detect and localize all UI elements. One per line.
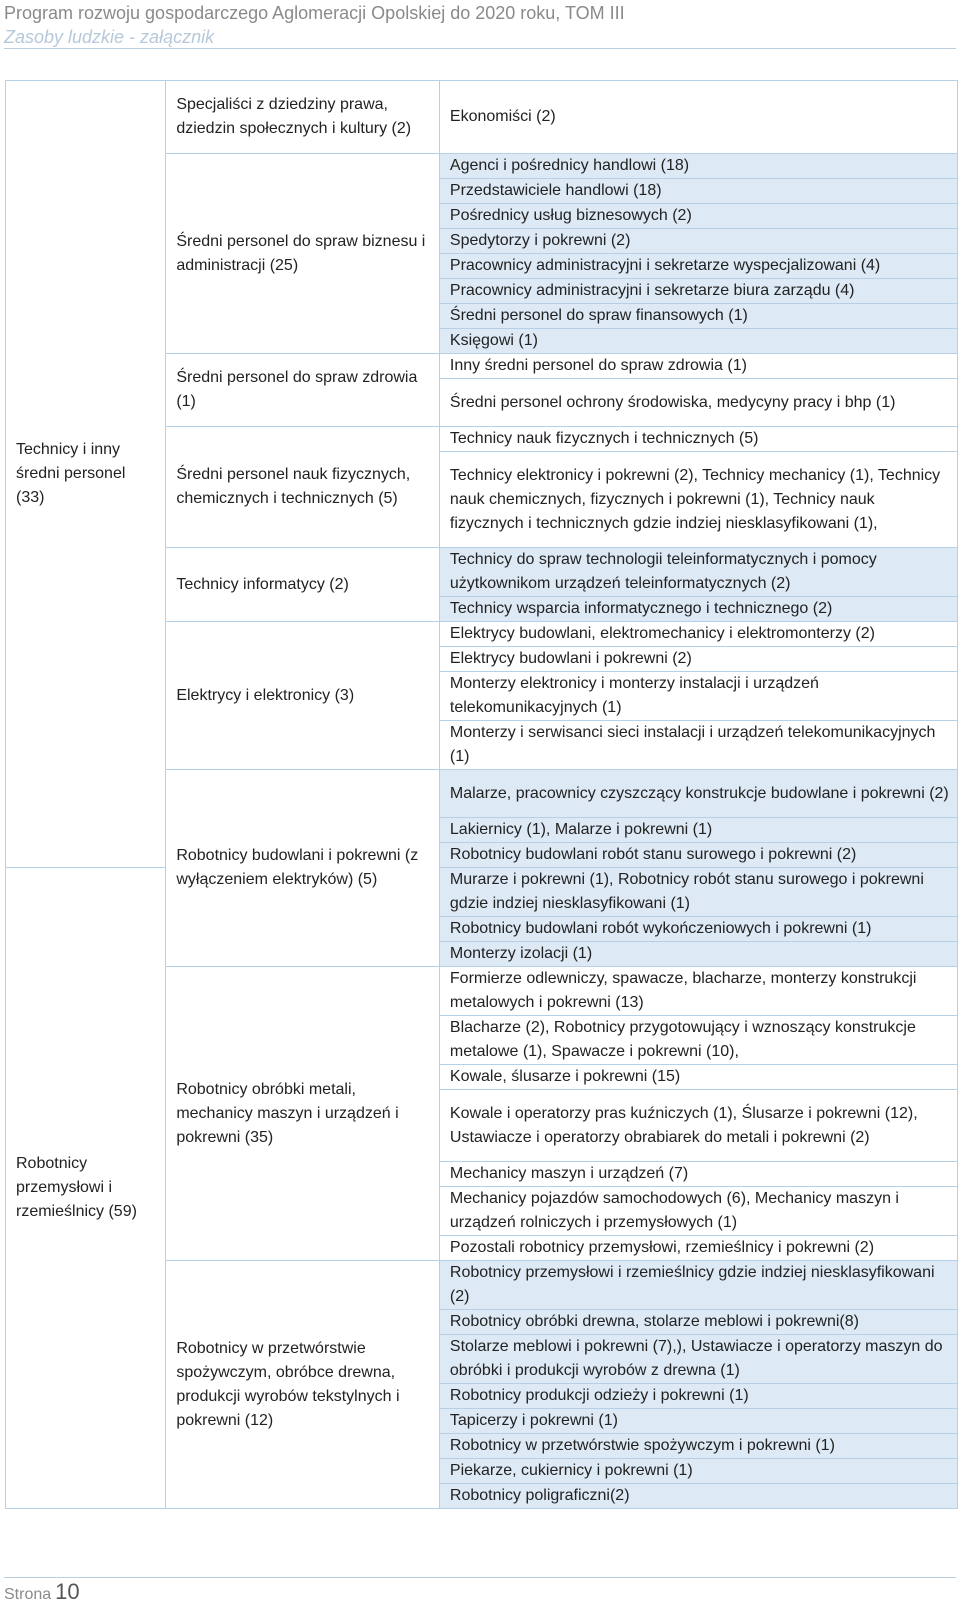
occupation-cell: Agenci i pośrednicy handlowi (18) xyxy=(439,154,957,179)
occupation-cell: Robotnicy w przetwórstwie spożywczym i pokrewni (1) xyxy=(439,1434,957,1459)
occupation-cell: Elektrycy budowlani i pokrewni (2) xyxy=(439,647,957,672)
occupation-cell: Monterzy i serwisanci sieci instalacji i urządzeń telekomunikacyjnych (1) xyxy=(439,721,957,770)
occupation-cell: Tapicerzy i pokrewni (1) xyxy=(439,1409,957,1434)
occupation-cell: Robotnicy produkcji odzieży i pokrewni (1) xyxy=(439,1384,957,1409)
document-title: Program rozwoju gospodarczego Aglomeracji Opolskiej do 2020 roku, TOM III xyxy=(4,3,625,23)
occupation-cell: Robotnicy budowlani robót stanu surowego i pokrewni (2) xyxy=(439,843,957,868)
occupation-cell: Inny średni personel do spraw zdrowia (1) xyxy=(439,354,957,379)
occupation-cell: Kowale i operatorzy pras kuźniczych (1), Ślusarze i pokrewni (12), Ustawiacze i operatorzy obrabiarek do metali i pokrewni (2) xyxy=(439,1090,957,1162)
occupation-cell: Kowale, ślusarze i pokrewni (15) xyxy=(439,1065,957,1090)
occupation-cell: Pracownicy administracyjni i sekretarze wyspecjalizowani (4) xyxy=(439,254,957,279)
subgroup-cell: Technicy informatycy (2) xyxy=(166,548,440,622)
occupation-cell: Technicy nauk fizycznych i technicznych (5) xyxy=(439,427,957,452)
occupation-cell: Formierze odlewniczy, spawacze, blacharze, monterzy konstrukcji metalowych i pokrewni (13) xyxy=(439,967,957,1016)
occupation-table xyxy=(5,80,958,1509)
subgroup-cell: Średni personel do spraw biznesu i administracji (25) xyxy=(166,154,440,354)
occupation-cell: Pośrednicy usług biznesowych (2) xyxy=(439,204,957,229)
occupation-cell: Blacharze (2), Robotnicy przygotowujący i wznoszący konstrukcje metalowe (1), Spawacze i pokrewni (10), xyxy=(439,1016,957,1065)
occupation-cell: Elektrycy budowlani, elektromechanicy i elektromonterzy (2) xyxy=(439,622,957,647)
occupation-cell: Mechanicy pojazdów samochodowych (6), Mechanicy maszyn i urządzeń rolniczych i przemysłowych (1) xyxy=(439,1187,957,1236)
occupation-cell: Lakiernicy (1), Malarze i pokrewni (1) xyxy=(439,818,957,843)
group-cell-robotnicy: Robotnicy przemysłowi i rzemieślnicy (59) xyxy=(6,868,166,1509)
occupation-cell: Pracownicy administracyjni i sekretarze biura zarządu (4) xyxy=(439,279,957,304)
occupation-cell: Monterzy izolacji (1) xyxy=(439,942,957,967)
occupation-cell: Przedstawiciele handlowi (18) xyxy=(439,179,957,204)
occupation-cell: Piekarze, cukiernicy i pokrewni (1) xyxy=(439,1459,957,1484)
footer-divider xyxy=(4,1577,956,1578)
occupation-cell: Średni personel ochrony środowiska, medycyny pracy i bhp (1) xyxy=(439,379,957,427)
page-header xyxy=(4,0,956,48)
occupation-cell: Murarze i pokrewni (1), Robotnicy robót stanu surowego i pokrewni gdzie indziej niesklasyfikowani (1) xyxy=(439,868,957,917)
occupation-cell: Spedytorzy i pokrewni (2) xyxy=(439,229,957,254)
subgroup-cell: Elektrycy i elektronicy (3) xyxy=(166,622,440,770)
header-divider xyxy=(4,48,956,49)
occupation-cell: Robotnicy przemysłowi i rzemieślnicy gdzie indziej niesklasyfikowani (2) xyxy=(439,1261,957,1310)
occupation-cell: Robotnicy budowlani robót wykończeniowych i pokrewni (1) xyxy=(439,917,957,942)
page-number: 10 xyxy=(55,1579,80,1604)
occupation-cell: Stolarze meblowi i pokrewni (7),), Ustawiacze i operatorzy maszyn do obróbki i produkcji wyrobów z drewna (1) xyxy=(439,1335,957,1384)
page-footer xyxy=(4,1580,80,1607)
subgroup-cell: Średni personel do spraw zdrowia (1) xyxy=(166,354,440,427)
page-label: Strona xyxy=(4,1586,52,1603)
occupation-cell: Robotnicy poligraficzni(2) xyxy=(439,1484,957,1509)
subgroup-cell: Robotnicy w przetwórstwie spożywczym, obróbce drewna, produkcji wyrobów tekstylnych i pokrewni (12) xyxy=(166,1261,440,1509)
occupation-cell: Monterzy elektronicy i monterzy instalacji i urządzeń telekomunikacyjnych (1) xyxy=(439,672,957,721)
group-cell-technicy: Technicy i inny średni personel (33) xyxy=(6,81,166,868)
document-subtitle: Zasoby ludzkie - załącznik xyxy=(4,27,215,47)
occupation-cell: Ekonomiści (2) xyxy=(439,81,957,154)
occupation-cell: Technicy wsparcia informatycznego i technicznego (2) xyxy=(439,597,957,622)
occupation-cell: Średni personel do spraw finansowych (1) xyxy=(439,304,957,329)
subgroup-cell: Robotnicy obróbki metali, mechanicy maszyn i urządzeń i pokrewni (35) xyxy=(166,967,440,1261)
subgroup-cell: Robotnicy budowlani i pokrewni (z wyłączeniem elektryków) (5) xyxy=(166,770,440,967)
occupation-cell: Mechanicy maszyn i urządzeń (7) xyxy=(439,1162,957,1187)
occupation-cell: Technicy do spraw technologii teleinformatycznych i pomocy użytkownikom urządzeń teleinformatycznych (2) xyxy=(439,548,957,597)
subgroup-cell: Specjaliści z dziedziny prawa, dziedzin społecznych i kultury (2) xyxy=(166,81,440,154)
occupation-cell: Pozostali robotnicy przemysłowi, rzemieślnicy i pokrewni (2) xyxy=(439,1236,957,1261)
occupation-cell: Malarze, pracownicy czyszczący konstrukcje budowlane i pokrewni (2) xyxy=(439,770,957,818)
occupation-cell: Robotnicy obróbki drewna, stolarze meblowi i pokrewni(8) xyxy=(439,1310,957,1335)
subgroup-cell: Średni personel nauk fizycznych, chemicznych i technicznych (5) xyxy=(166,427,440,548)
occupation-cell: Księgowi (1) xyxy=(439,329,957,354)
occupation-cell: Technicy elektronicy i pokrewni (2), Technicy mechanicy (1), Technicy nauk chemicznych, fizycznych i pokrewni (1), Technicy nauk fizycznych i technicznych gdzie indziej niesklasyfikowani (1), xyxy=(439,452,957,548)
